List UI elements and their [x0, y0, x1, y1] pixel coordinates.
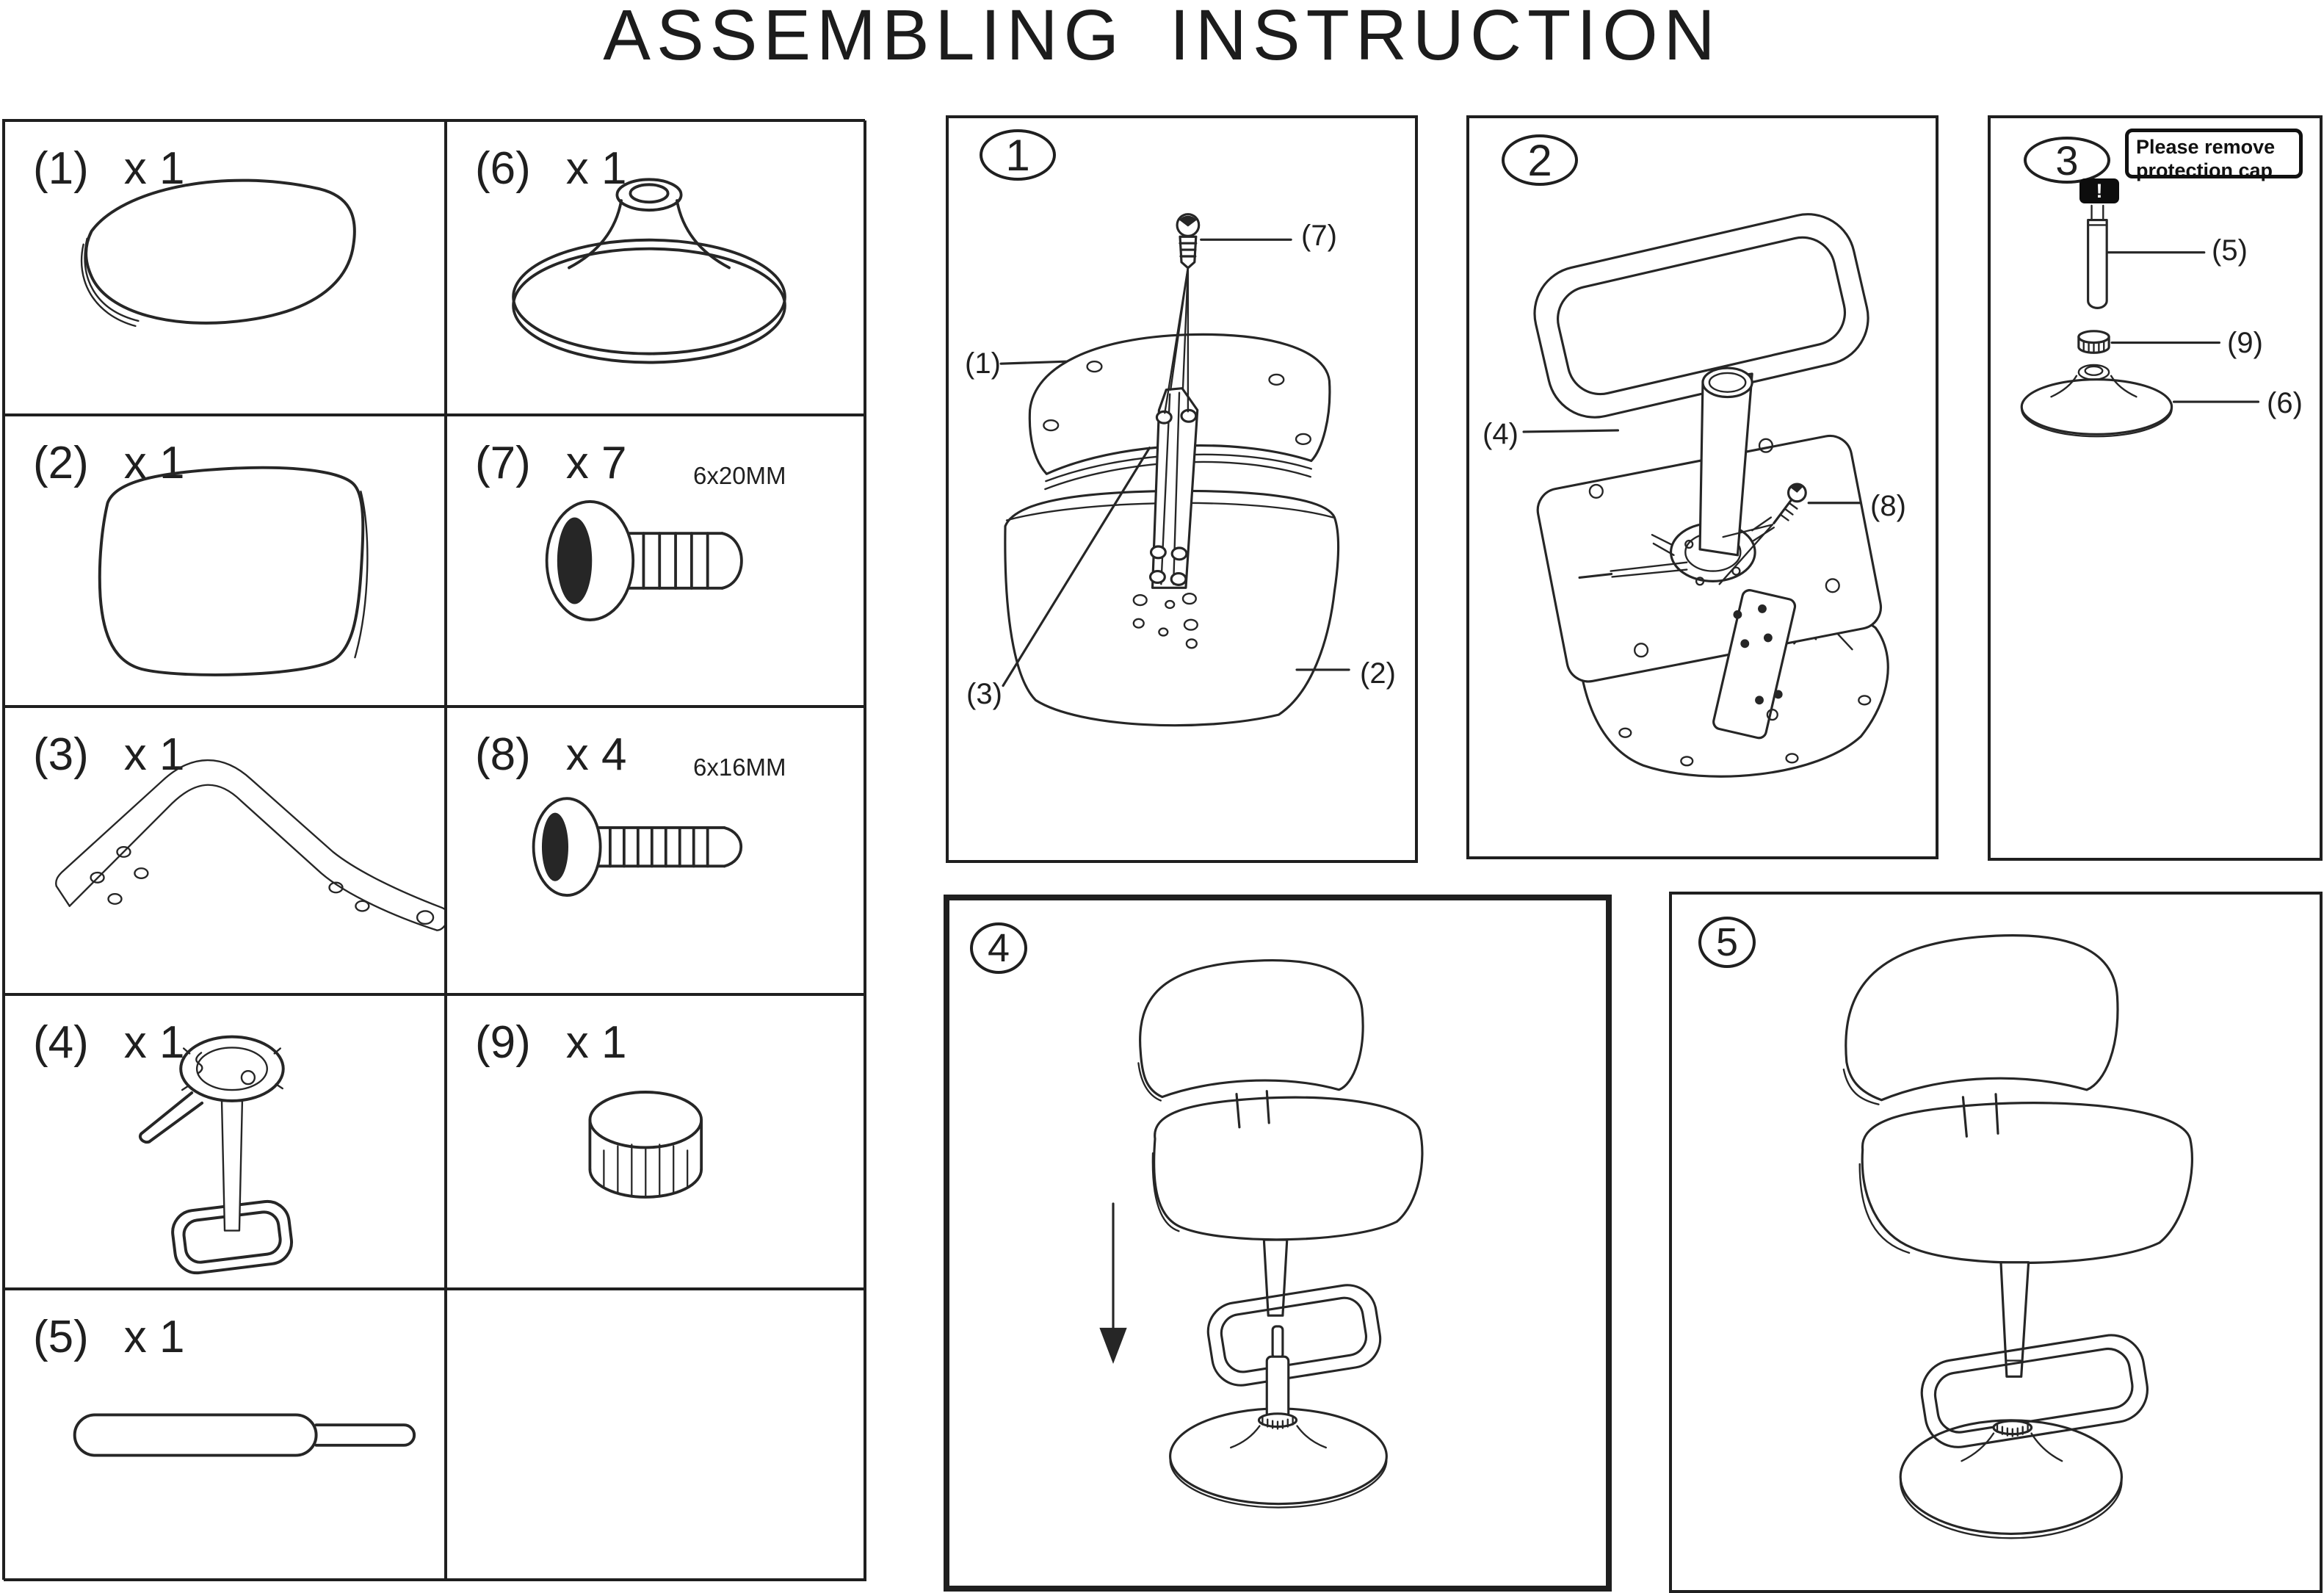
part-2-id: (2): [33, 438, 89, 488]
step-3-badge: [2024, 137, 2110, 184]
step-4-diagram: [949, 900, 1606, 1586]
step-3-diagram: [1991, 118, 2320, 858]
part-7-size: 6x20MM: [693, 462, 786, 489]
part-cell-6: [446, 120, 866, 415]
step-4-badge: [970, 922, 1027, 974]
part-4-qty: x 1: [123, 1017, 185, 1068]
step-1-badge: [980, 129, 1056, 181]
step-2-badge: [1502, 134, 1578, 186]
step-1-diagram: [949, 118, 1415, 860]
protection-cap-warning-icon: [2079, 178, 2119, 203]
part-8-screw-graphic: [447, 708, 865, 993]
part-7-id: (7): [475, 438, 531, 488]
part-cell-9: [446, 994, 866, 1289]
part-cell-1: [4, 120, 446, 415]
part-1-id: (1): [33, 143, 89, 194]
step-4-panel: [944, 895, 1612, 1592]
warning-exclamation: !: [2096, 179, 2103, 202]
step-5-number: 5: [1715, 920, 1739, 964]
step-3-number: 3: [2055, 137, 2079, 184]
step-5-badge: [1698, 917, 1756, 968]
step-3-note-line1: Please remove: [2136, 136, 2276, 158]
step-2-callout-screw: (8): [1870, 490, 1906, 522]
part-9-id: (9): [475, 1017, 531, 1068]
step-3-note-line2: protection cap: [2136, 159, 2273, 181]
step-2-number: 2: [1527, 135, 1552, 185]
step-3-note: [2125, 129, 2303, 181]
part-1-qty: x 1: [123, 143, 185, 194]
part-6-id: (6): [475, 143, 531, 194]
part-5-id: (5): [33, 1312, 89, 1362]
part-cell-3: [4, 707, 446, 994]
step-4-number: 4: [987, 926, 1010, 970]
step-1-panel: [946, 115, 1418, 863]
part-cell-7: [446, 415, 866, 707]
part-2-seat-cushion-graphic: [5, 416, 444, 705]
part-7-screw-graphic: [447, 416, 865, 705]
part-6-qty: x 1: [565, 143, 627, 194]
part-cell-2: [4, 415, 446, 707]
step-3-callout-gas-lift: (5): [2212, 234, 2248, 267]
part-6-base-graphic: [447, 122, 865, 413]
step-3-callout-cap: (9): [2227, 327, 2263, 359]
step-1-callout-backrest: (1): [965, 347, 1001, 380]
part-3-id: (3): [33, 729, 89, 780]
part-5-gas-lift-graphic: [5, 1290, 444, 1580]
step-5-panel: [1669, 892, 2323, 1593]
part-8-size: 6x16MM: [693, 754, 786, 781]
part-4-column-graphic: [5, 996, 444, 1287]
step-1-callout-bracket: (3): [966, 678, 1002, 710]
step-1-callout-screw: (7): [1301, 220, 1337, 252]
step-3-panel: [1988, 115, 2323, 861]
part-2-qty: x 1: [123, 438, 185, 488]
part-3-qty: x 1: [123, 729, 185, 780]
part-cell-5: [4, 1289, 446, 1581]
step-1-number: 1: [1005, 130, 1030, 180]
part-9-cap-graphic: [447, 996, 865, 1287]
step-2-diagram: [1469, 118, 1936, 856]
part-9-qty: x 1: [565, 1017, 627, 1068]
part-7-qty: x 7: [565, 438, 627, 488]
step-1-callout-seat: (2): [1360, 657, 1396, 690]
step-2-panel: [1466, 115, 1939, 859]
step-3-callout-base: (6): [2267, 387, 2303, 419]
step-5-diagram: [1672, 895, 2320, 1590]
part-1-backrest-cushion-graphic: [5, 122, 444, 413]
part-8-id: (8): [475, 729, 531, 780]
part-5-qty: x 1: [123, 1312, 185, 1362]
part-8-qty: x 4: [565, 729, 627, 780]
part-4-id: (4): [33, 1017, 89, 1068]
part-cell-4: [4, 994, 446, 1289]
page-title: ASSEMBLING INSTRUCTION: [603, 0, 1721, 75]
parts-table-empty-cell: [446, 1289, 866, 1581]
parts-table: [2, 119, 865, 1580]
part-cell-8: [446, 707, 866, 994]
part-3-bracket-graphic: [5, 708, 444, 993]
step-2-callout-pole: (4): [1483, 418, 1518, 450]
